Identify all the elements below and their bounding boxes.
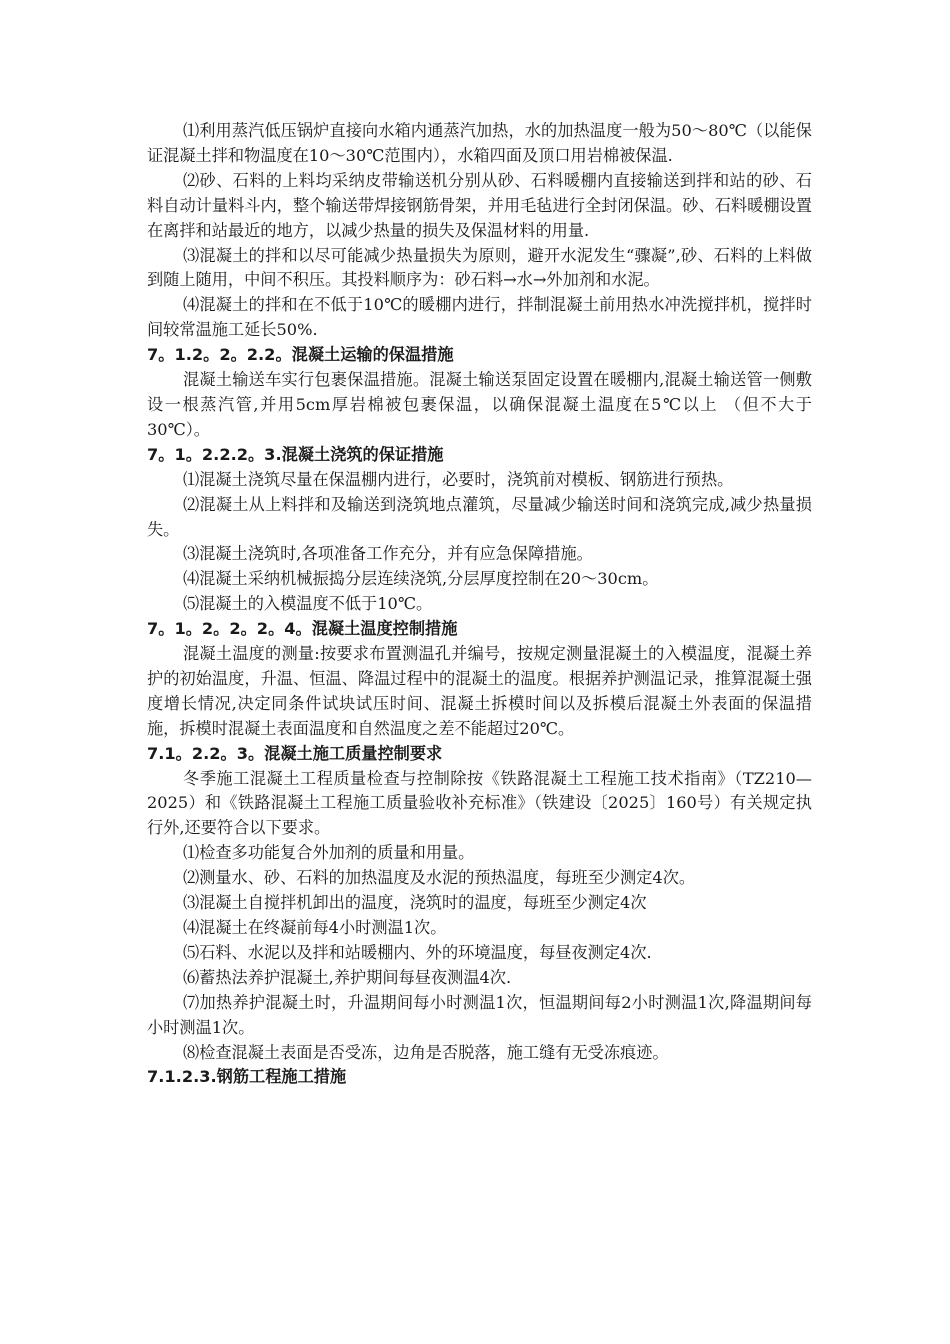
paragraph-boiler-heating: ⑴利用蒸汽低压锅炉直接向水箱内通蒸汽加热，水的加热温度一般为50～80℃（以能保证混凝土拌和物温度在10～30℃范围内），水箱四面及顶口用岩棉被保温. (147, 121, 812, 165)
paragraph-temperature: 混凝土温度的测量:按要求布置测温孔并编号，按规定测量混凝土的入模温度，混凝土养护的初始温度，升温、恒温、降温过程中的混凝土的温度。根据养护测温记录，推算混凝土强度增长情况,决定同条件试块试压时间、混凝土拆模时间以及拆模后混凝土外表面的保温措施，拆模时混凝土表面温度和自然温度之差不能超过20℃。 (147, 644, 812, 738)
paragraph-quality-2: ⑵测量水、砂、石料的加热温度及水泥的预热温度，每班至少测定4次。 (183, 868, 696, 888)
section-heading-quality: 7.1。2.2。3。混凝土施工质量控制要求 (147, 743, 443, 763)
paragraph-quality-8: ⑻检查混凝土表面是否受冻，边角是否脱落，施工缝有无受冻痕迹。 (183, 1042, 669, 1062)
paragraph-quality-5: ⑸石料、水泥以及拌和站暖棚内、外的环境温度，每昼夜测定4次. (183, 942, 652, 962)
section-heading-temperature: 7。1。2。2。2。4。混凝土温度控制措施 (147, 619, 458, 639)
paragraph-pouring-4: ⑷混凝土采纳机械振捣分层连续浇筑,分层厚度控制在20～30cm。 (183, 569, 659, 589)
paragraph-quality-intro: 冬季施工混凝土工程质量检查与控制除按《铁路混凝土工程施工技术指南》（TZ210—2025）和《铁路混凝土工程施工质量验收补充标准》（铁建设〔2025〕160号）有关规定执行外,还要符合以下要求。 (147, 768, 812, 838)
paragraph-pouring-3: ⑶混凝土浇筑时,各项准备工作充分，并有应急保障措施。 (183, 544, 593, 564)
paragraph-quality-4: ⑷混凝土在终凝前每4小时测温1次。 (183, 918, 447, 937)
paragraph-quality-3: ⑶混凝土自搅拌机卸出的温度，浇筑时的温度，每班至少测定4次 (183, 893, 647, 913)
paragraph-mixing-principle: ⑶混凝土的拌和以尽可能减少热量损失为原则，避开水泥发生“骤凝”,砂、石料的上料做到随上随用，中间不积压。其投料顺序为：砂石料→水→外加剂和水泥。 (147, 245, 812, 290)
paragraph-transport: 混凝土输送车实行包裹保温措施。混凝土输送泵固定设置在暖棚内,混凝土输送管一侧敷设一根蒸汽管,并用5cm厚岩棉被包裹保温，以确保混凝土温度在5℃以上 （但不大于30℃）。 (147, 370, 812, 439)
section-heading-rebar: 7.1.2.3.钢筋工程施工措施 (147, 1067, 347, 1087)
paragraph-pouring-2: ⑵混凝土从上料拌和及输送到浇筑地点灌筑，尽量减少输送时间和浇筑完成,减少热量损失。 (147, 494, 812, 539)
paragraph-pouring-1: ⑴混凝土浇筑尽量在保温棚内进行，必要时，浇筑前对模板、钢筋进行预热。 (183, 469, 734, 489)
document-page (147, 119, 812, 1090)
paragraph-conveyor: ⑵砂、石料的上料均采纳皮带输送机分别从砂、石料暖棚内直接输送到拌和站的砂、石料自动计量料斗内，整个输送带焊接钢筋骨架，并用毛毡进行全封闭保温。砂、石料暖棚设置在离拌和站最近的地方，以减少热量的损失及保温材料的用量. (147, 170, 812, 240)
section-heading-transport: 7。1.2。2。2.2。混凝土运输的保温措施 (147, 345, 454, 365)
paragraph-mixing-shed: ⑷混凝土的拌和在不低于10℃的暖棚内进行，拌制混凝土前用热水冲洗搅拌机，搅拌时间较常温施工延长50%. (147, 295, 812, 340)
paragraph-quality-6: ⑹蓄热法养护混凝土,养护期间每昼夜测温4次. (183, 967, 512, 987)
paragraph-pouring-5: ⑸混凝土的入模温度不低于10℃。 (183, 594, 433, 614)
paragraph-quality-1: ⑴检查多功能复合外加剂的质量和用量。 (183, 843, 475, 863)
section-heading-pouring: 7。1。2.2.2。3.混凝土浇筑的保证措施 (147, 444, 444, 464)
paragraph-quality-7: ⑺加热养护混凝土时，升温期间每小时测温1次，恒温期间每2小时测温1次,降温期间每小时测温1次。 (147, 992, 812, 1037)
